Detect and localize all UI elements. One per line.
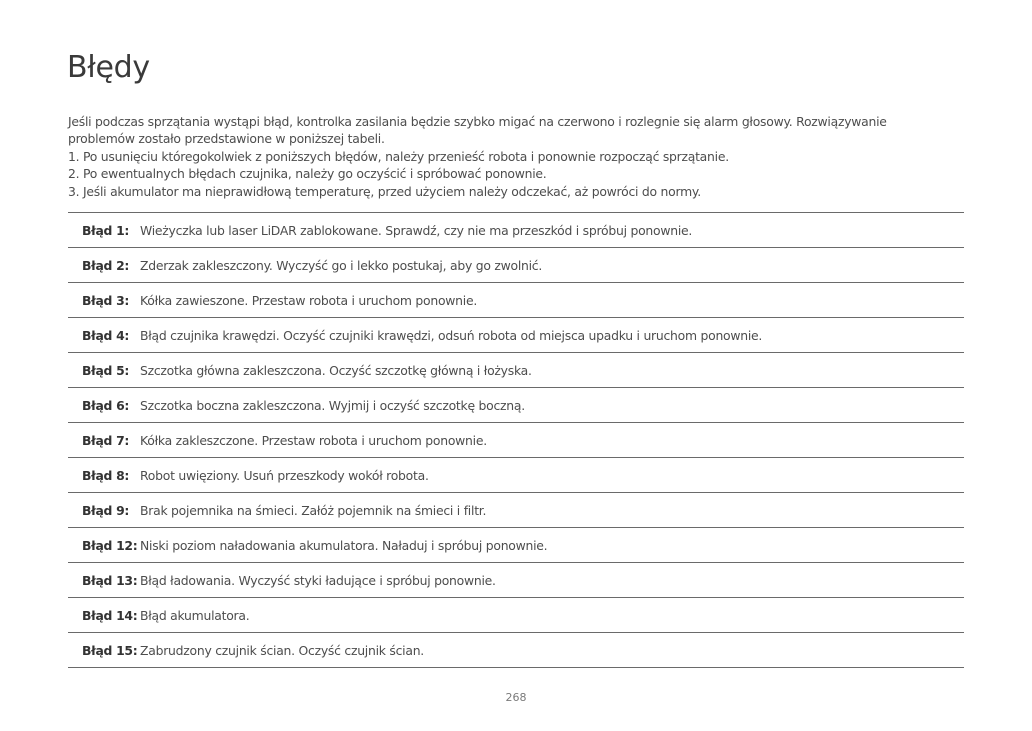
table-row (68, 318, 964, 353)
error-code: Błąd 15: (82, 642, 138, 658)
page-title: Błędy (67, 50, 150, 85)
intro-text (68, 113, 948, 200)
table-row (68, 353, 964, 388)
error-code: Błąd 9: (82, 502, 130, 518)
error-code: Błąd 7: (82, 432, 130, 448)
error-description: Błąd czujnika krawędzi. Oczyść czujniki krawędzi, odsuń robota od miejsca upadku i uruchom ponownie. (140, 327, 763, 343)
error-code: Błąd 12: (82, 537, 138, 553)
table-row (68, 283, 964, 318)
error-description: Kółka zawieszone. Przestaw robota i uruchom ponownie. (140, 292, 478, 308)
error-table (68, 212, 964, 668)
intro-step-1: 1. Po usunięciu któregokolwiek z poniższych błędów, należy przenieść robota i ponownie rozpocząć sprzątanie. (68, 148, 729, 164)
error-code: Błąd 2: (82, 257, 130, 273)
error-description: Niski poziom naładowania akumulatora. Naładuj i spróbuj ponownie. (140, 537, 548, 553)
table-row (68, 633, 964, 668)
table-row (68, 598, 964, 633)
error-description: Zderzak zakleszczony. Wyczyść go i lekko postukaj, aby go zwolnić. (140, 257, 543, 273)
error-code: Błąd 5: (82, 362, 130, 378)
table-row (68, 458, 964, 493)
error-code: Błąd 14: (82, 607, 138, 623)
table-row (68, 213, 964, 248)
page-number: 268 (505, 691, 527, 704)
error-code: Błąd 4: (82, 327, 130, 343)
table-row (68, 528, 964, 563)
table-row (68, 563, 964, 598)
table-row (68, 388, 964, 423)
error-code: Błąd 8: (82, 467, 130, 483)
error-description: Wieżyczka lub laser LiDAR zablokowane. Sprawdź, czy nie ma przeszkód i spróbuj ponownie. (140, 222, 693, 238)
error-code: Błąd 13: (82, 572, 138, 588)
error-description: Błąd ładowania. Wyczyść styki ładujące i spróbuj ponownie. (140, 572, 496, 588)
table-row (68, 493, 964, 528)
intro-step-2: 2. Po ewentualnych błędach czujnika, należy go oczyścić i spróbować ponownie. (68, 166, 547, 182)
error-description: Szczotka główna zakleszczona. Oczyść szczotkę główną i łożyska. (140, 362, 532, 378)
intro-paragraph: Jeśli podczas sprzątania wystąpi błąd, kontrolka zasilania będzie szybko migać na czerwono i rozlegnie się alarm głosowy. Rozwiązywanie problemów zostało przedstawione w poniższej tabeli. (68, 114, 887, 147)
error-code: Błąd 6: (82, 397, 130, 413)
error-description: Zabrudzony czujnik ścian. Oczyść czujnik ścian. (140, 642, 424, 658)
manual-page (68, 0, 964, 731)
error-description: Błąd akumulatora. (140, 607, 250, 623)
error-description: Kółka zakleszczone. Przestaw robota i uruchom ponownie. (140, 432, 487, 448)
table-row (68, 248, 964, 283)
error-code: Błąd 3: (82, 292, 130, 308)
error-description: Brak pojemnika na śmieci. Załóż pojemnik na śmieci i filtr. (140, 502, 487, 518)
error-description: Szczotka boczna zakleszczona. Wyjmij i oczyść szczotkę boczną. (140, 397, 525, 413)
intro-step-3: 3. Jeśli akumulator ma nieprawidłową temperaturę, przed użyciem należy odczekać, aż powróci do normy. (68, 183, 701, 199)
error-code: Błąd 1: (82, 222, 130, 238)
table-row (68, 423, 964, 458)
error-description: Robot uwięziony. Usuń przeszkody wokół robota. (140, 467, 429, 483)
